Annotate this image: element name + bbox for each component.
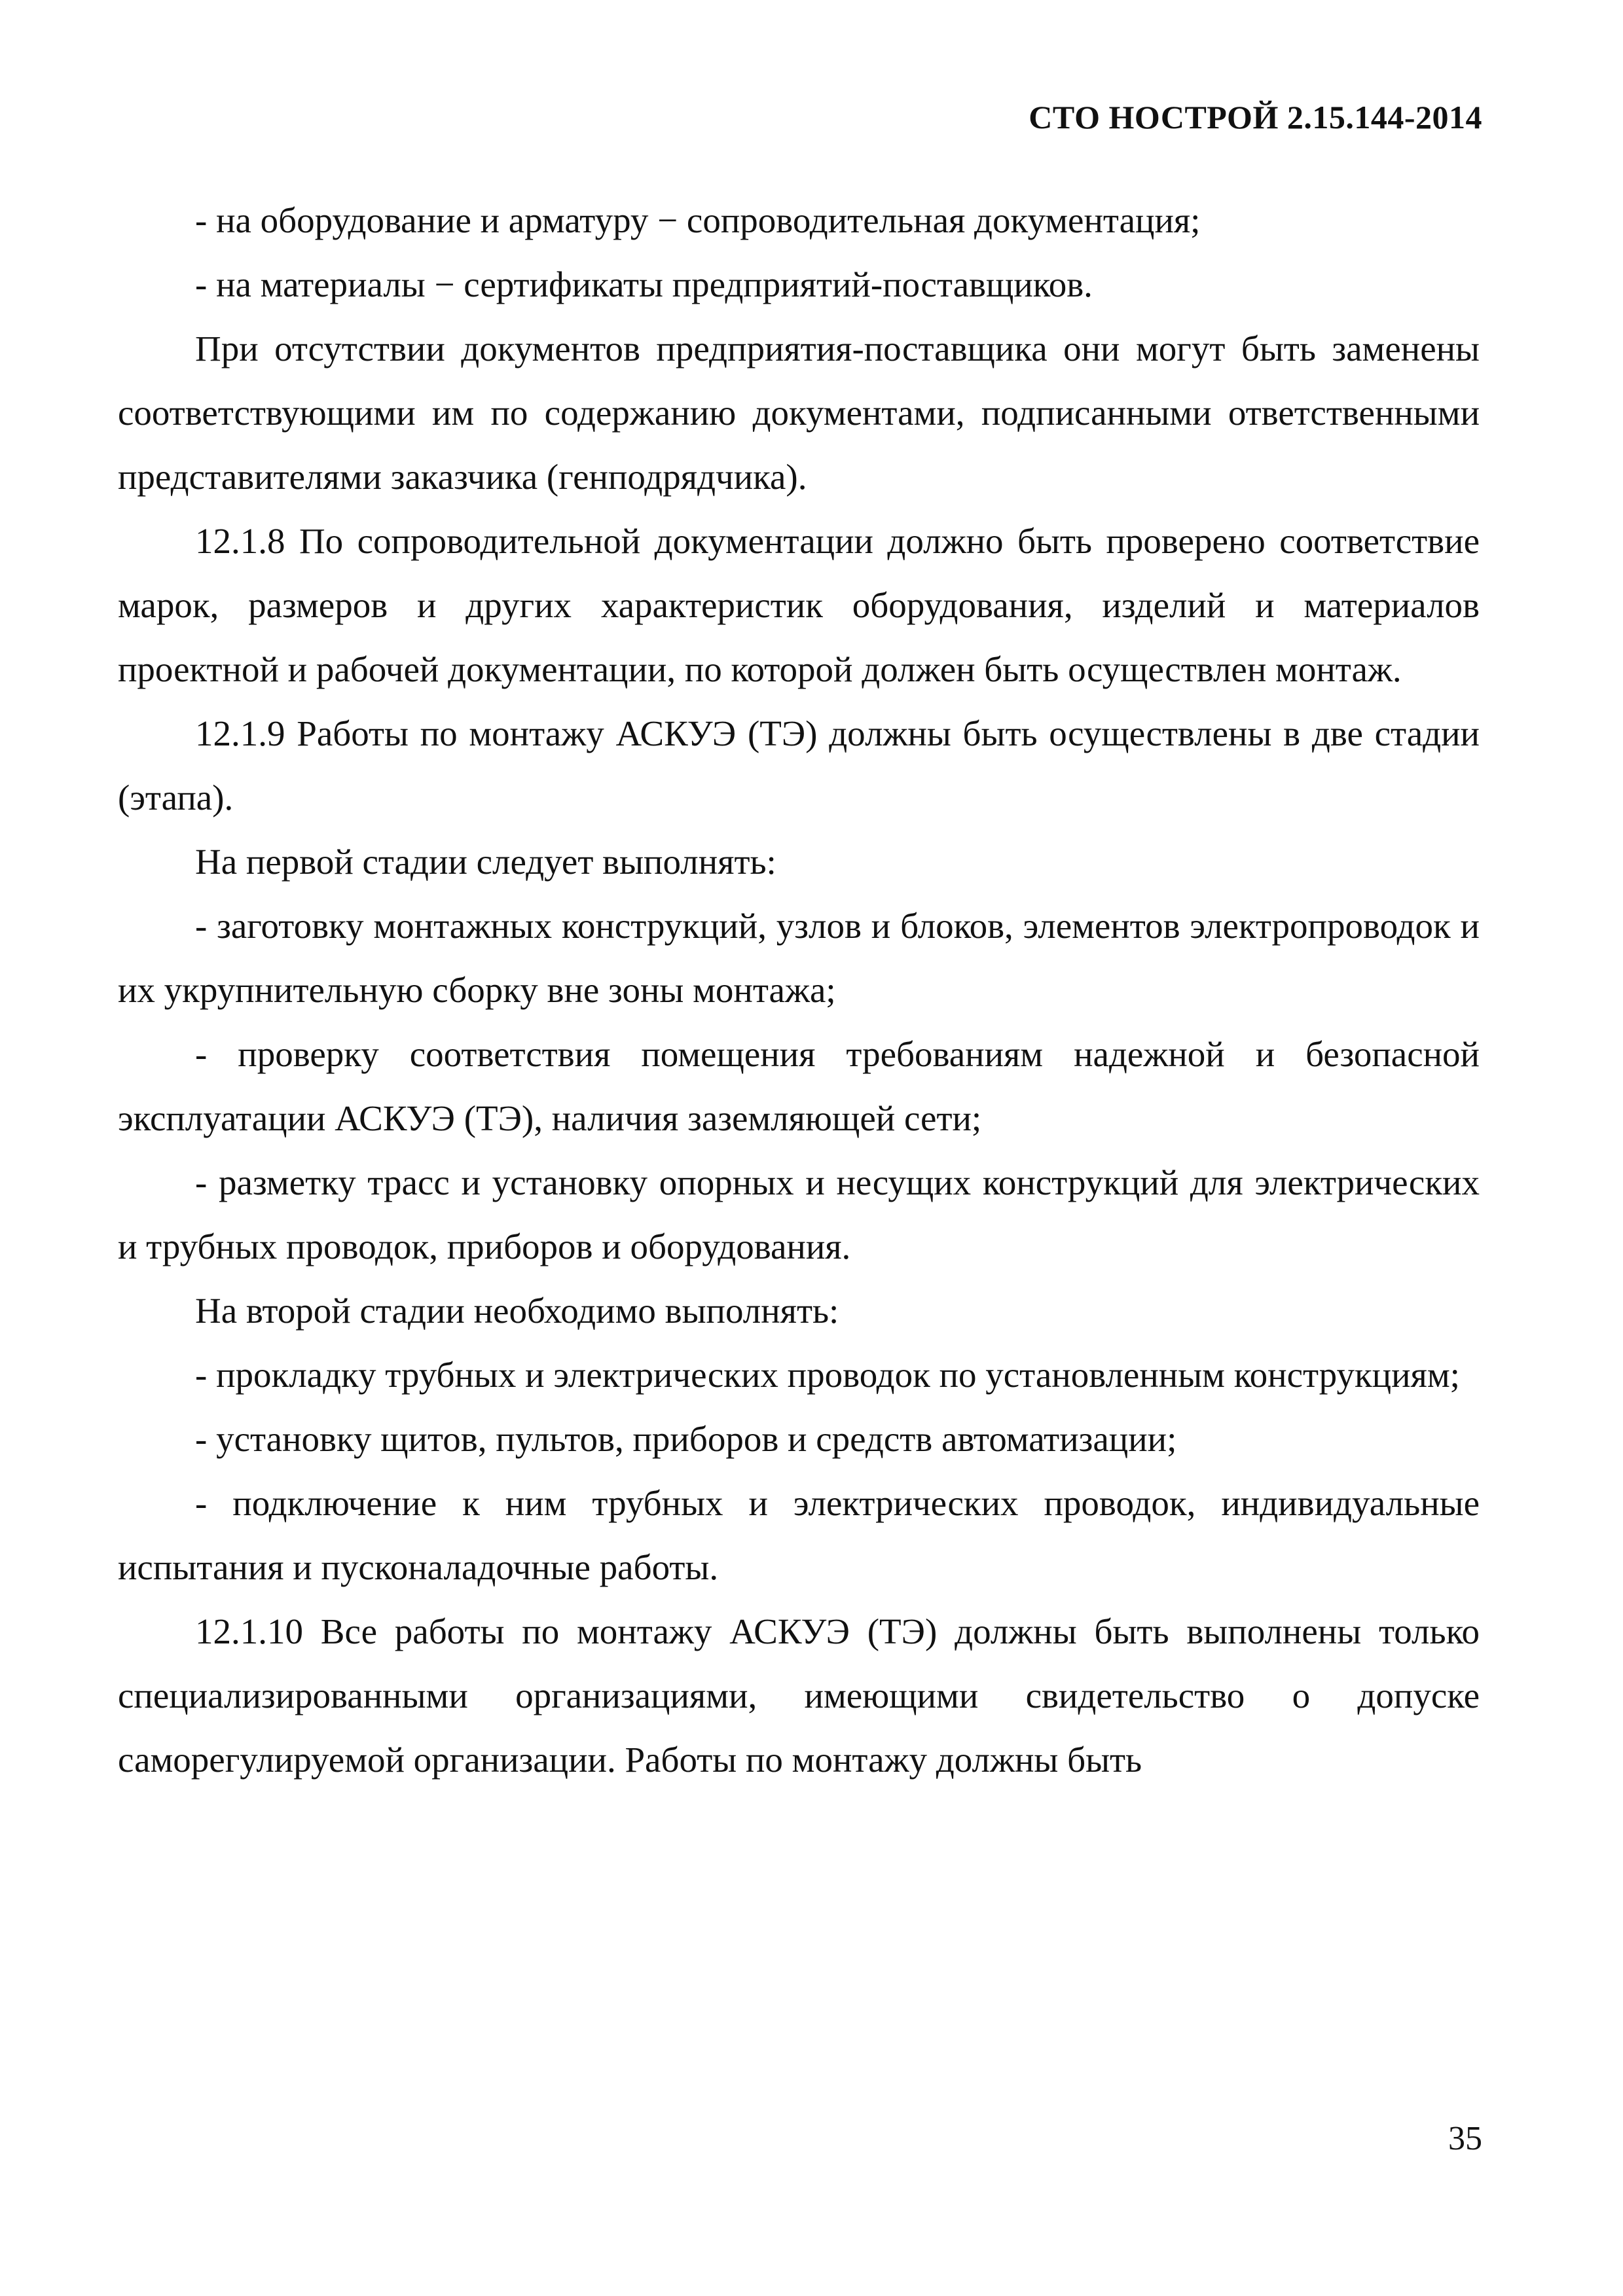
page-number: 35: [1448, 2120, 1482, 2157]
paragraph: - проверку соответствия помещения требованиям надежной и безопасной эксплуатации АСКУЭ (ТЭ), наличия заземляющей сети;: [118, 1034, 1480, 1138]
paragraph: - заготовку монтажных конструкций, узлов и блоков, элементов электропроводок и их укрупнительную сборку вне зоны монтажа;: [118, 906, 1480, 1010]
paragraph: - прокладку трубных и электрических проводок по установленным конструкциям;: [195, 1355, 1460, 1395]
paragraph: - установку щитов, пультов, приборов и средств автоматизации;: [195, 1419, 1177, 1459]
document-code-header: СТО НОСТРОЙ 2.15.144-2014: [1029, 99, 1482, 135]
paragraph: 12.1.10 Все работы по монтажу АСКУЭ (ТЭ) должны быть выполнены только специализированными организациями, имеющими свидетельство о допуске саморегулируемой организации. Работы по монтажу должны быть: [118, 1611, 1480, 1780]
paragraph: - разметку трасс и установку опорных и несущих конструкций для электрических и трубных проводок, приборов и оборудования.: [118, 1162, 1480, 1266]
paragraph: При отсутствии документов предприятия-поставщика они могут быть заменены соответствующими им по содержанию документами, подписанными ответственными представителями заказчика (генподрядчика).: [118, 329, 1480, 497]
paragraph: - подключение к ним трубных и электрических проводок, индивидуальные испытания и пусконаладочные работы.: [118, 1483, 1480, 1587]
paragraph: - на материалы − сертификаты предприятий-поставщиков.: [195, 264, 1093, 304]
document-body: [118, 188, 1480, 1792]
paragraph: - на оборудование и арматуру − сопроводительная документация;: [195, 200, 1201, 240]
paragraph: 12.1.9 Работы по монтажу АСКУЭ (ТЭ) должны быть осуществлены в две стадии (этапа).: [118, 713, 1480, 817]
paragraph: 12.1.8 По сопроводительной документации должно быть проверено соответствие марок, размеров и других характеристик оборудования, изделий и материалов проектной и рабочей документации, по которой должен быть осуществлен монтаж.: [118, 521, 1480, 689]
paragraph: На второй стадии необходимо выполнять:: [195, 1291, 839, 1331]
paragraph: На первой стадии следует выполнять:: [195, 842, 776, 882]
